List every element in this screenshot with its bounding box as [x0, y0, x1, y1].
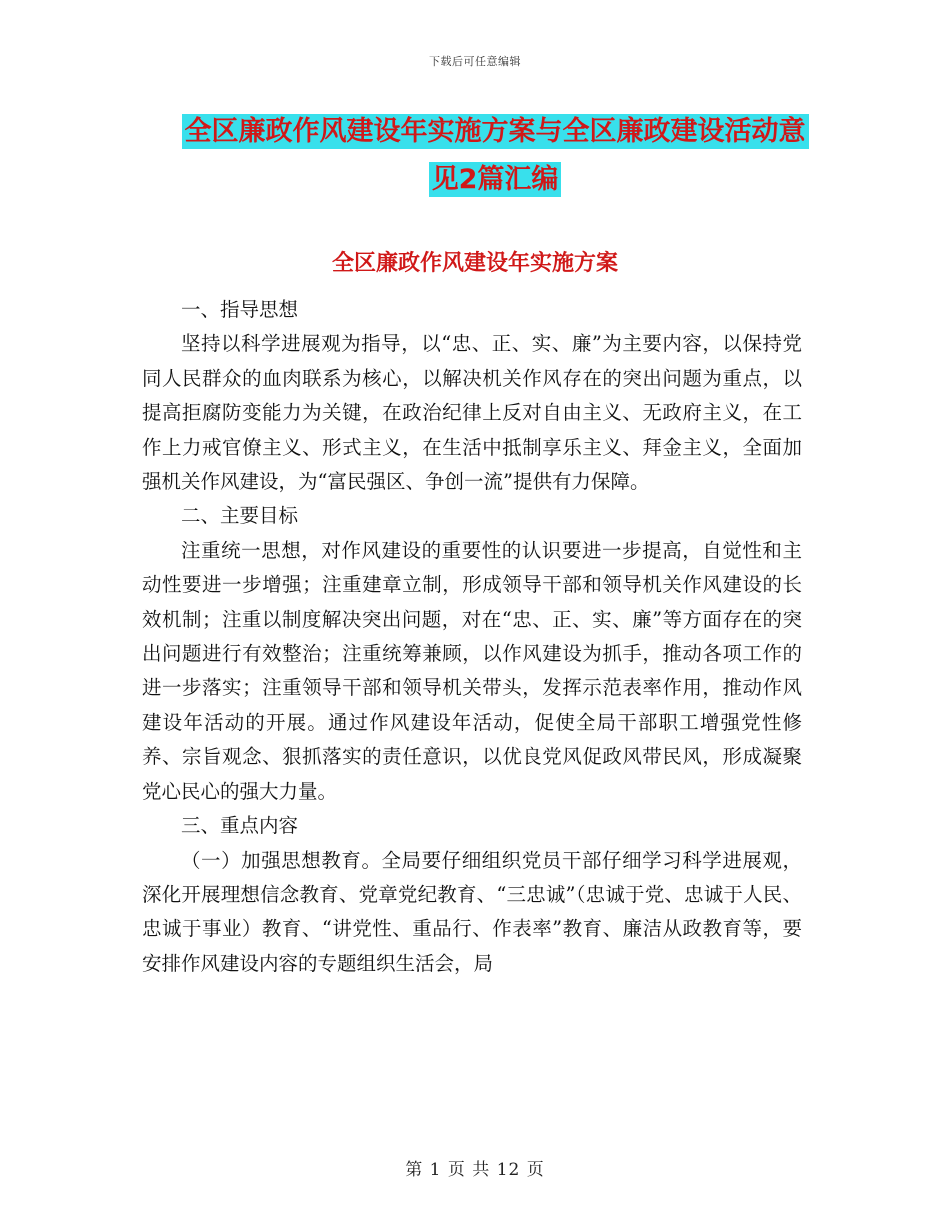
header-note: 下载后可任意编辑: [429, 55, 521, 68]
heading-main-goals: 二、主要目标: [181, 504, 299, 528]
document-title-line-1: 全区廉政作风建设年实施方案与全区廉政建设活动意: [182, 114, 809, 149]
page-number: 第 1 页 共 12 页: [405, 1160, 545, 1180]
heading-guiding-ideology: 一、指导思想: [181, 298, 299, 321]
section-title: 全区廉政作风建设年实施方案: [331, 251, 618, 276]
document-title: [180, 108, 810, 204]
paragraph-key-content-1: （一）加强思想教育。全局要仔细组织党员干部仔细学习科学进展观，深化开展理想信念教育、党章党纪教育、“三忠诚”（忠诚于党、忠诚于人民、忠诚于事业）教育、“讲党性、重品行、作表率”教育、廉洁从政教育等，要安排作风建设内容的专题组织生活会，局: [142, 848, 802, 975]
document-body: [142, 293, 802, 981]
document-title-line-2: 见2篇汇编: [429, 162, 562, 197]
paragraph-guiding-ideology: 坚持以科学进展观为指导，以“忠、正、实、廉”为主要内容，以保持党同人民群众的血肉联系为核心，以解决机关作风存在的突出问题为重点，以提高拒腐防变能力为关键，在政治纪律上反对自由主义、无政府主义，在工作上力戒官僚主义、形式主义，在生活中抵制享乐主义、拜金主义，全面加强机关作风建设，为“富民强区、争创一流”提供有力保障。: [142, 332, 802, 494]
page-footer: [0, 1155, 950, 1180]
heading-key-content: 三、重点内容: [181, 814, 299, 838]
paragraph-main-goals: 注重统一思想，对作风建设的重要性的认识要进一步提高，自觉性和主动性要进一步增强；注重建章立制，形成领导干部和领导机关作风建设的长效机制；注重以制度解决突出问题，对在“忠、正、实、廉”等方面存在的突出问题进行有效整治；注重统筹兼顾，以作风建设为抓手，推动各项工作的进一步落实；注重领导干部和领导机关带头，发挥示范表率作用，推动作风建设年活动的开展。通过作风建设年活动，促使全局干部职工增强党性修养、宗旨观念、狠抓落实的责任意识，以优良党风促政风带民风，形成凝聚党心民心的强大力量。: [142, 538, 802, 803]
page-header: [0, 53, 950, 69]
